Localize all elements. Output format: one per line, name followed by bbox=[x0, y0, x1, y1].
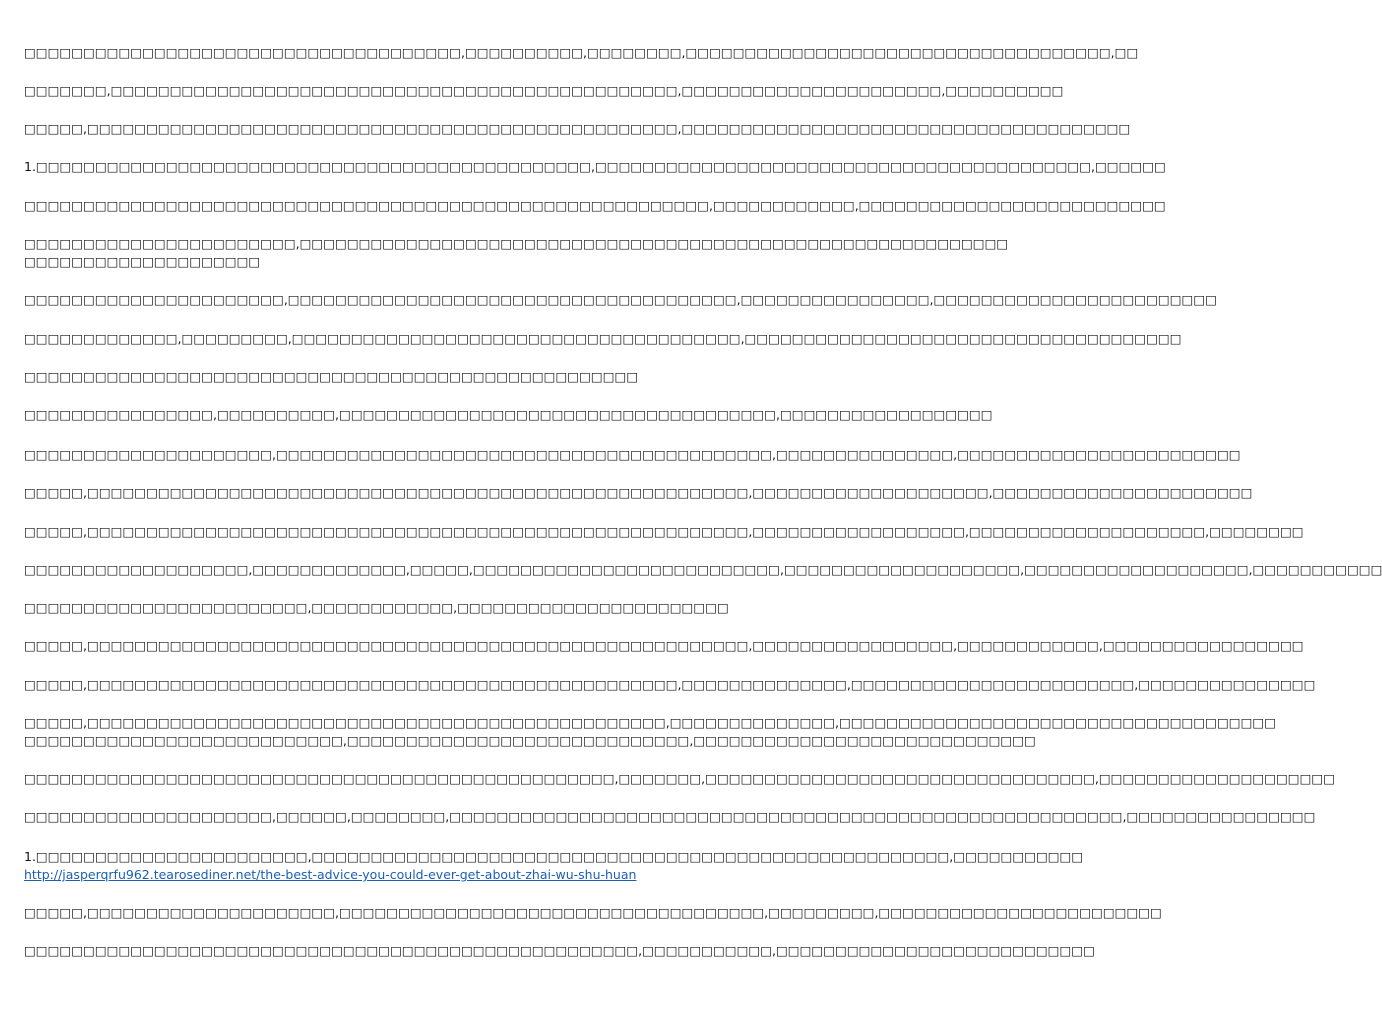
paragraph-line: 1.□□□□□□□□□□□□□□□□□□□□□□□,□□□□□□□□□□□□□□□□□□□□□□□□□□□□□□□□□□□□□□□□□□□□□□□□□□□□□□,□□□□□□□□□□□ bbox=[24, 849, 1084, 864]
paragraph-line: □□□□□,□□□□□□□□□□□□□□□□□□□□□□□□□□□□□□□□□□□□□□□□□□□□□□□□□□□□□□□□,□□□□□□□□□□□□□□□□□□,□□□□□□□□□□□□□□□□□□□□,□□□□□□□□ bbox=[24, 524, 1304, 539]
paragraph-line: □□□□□□□□□□□□□□□□□□□□□□□□□□□□□□□□□□□□□□□□□□□□□□□□□□,□□□□□□□,□□□□□□□□□□□□□□□□□□□□□□□□□□□□□□□□□,□□□□□□□□□□□□□□□□□□□□ bbox=[24, 771, 1336, 786]
paragraph bbox=[24, 714, 1277, 750]
paragraph bbox=[24, 120, 1131, 138]
paragraph bbox=[24, 904, 1162, 922]
paragraph bbox=[24, 770, 1336, 788]
paragraph bbox=[24, 637, 1304, 655]
paragraph-line: □□□□□□□□□□□□□□□□□□□,□□□□□□□□□□□□□,□□□□□,□□□□□□□□□□□□□□□□□□□□□□□□□□,□□□□□□□□□□□□□□□□□□□□,□□□□□□□□□□□□□□□□□□□,□□□□□□□□□□□ bbox=[24, 562, 1382, 577]
paragraph-line: □□□□□□□□□□□□□□□□□□□□□□□□□□□□□□□□□□□□□□□□□□□□□□□□□□□□ bbox=[24, 369, 639, 384]
paragraph bbox=[24, 676, 1316, 694]
paragraph bbox=[24, 808, 1316, 826]
paragraph-line: □□□□□,□□□□□□□□□□□□□□□□□□□□□□□□□□□□□□□□□□□□□□□□□□□□□□□□□□,□□□□□□□□□□□□□□□□□□□□□□□□□□□□□□□□□□□□□□ bbox=[24, 121, 1131, 136]
paragraph-line: □□□□□□□□□□□□□□□□□□□□□□□□,□□□□□□□□□□□□,□□□□□□□□□□□□□□□□□□□□□□□ bbox=[24, 600, 729, 615]
paragraph bbox=[24, 235, 1009, 271]
paragraph-line: □□□□□,□□□□□□□□□□□□□□□□□□□□□□□□□□□□□□□□□□□□□□□□□□□□□□□□□□,□□□□□□□□□□□□□□,□□□□□□□□□□□□□□□□□□□□□□□□,□□□□□□□□□□□□□□□ bbox=[24, 677, 1316, 692]
paragraph-line: □□□□□□□□□□□□□□□□□□□□□□□,□□□□□□□□□□□□□□□□□□□□□□□□□□□□□□□□□□□□□□□□□□□□□□□□□□□□□□□□□□□□ bbox=[24, 236, 1009, 251]
paragraph-line: □□□□□□□□□□□□□□□□□□□□□□□□□□□□□□□□□□□□□□□□□□□□□□□□□□□□,□□□□□□□□□□□,□□□□□□□□□□□□□□□□□□□□□□□□□□□ bbox=[24, 943, 1095, 958]
paragraph bbox=[24, 523, 1304, 541]
paragraph-line: □□□□□□□□□□□□□□□□□□□□ bbox=[24, 254, 261, 269]
paragraph bbox=[24, 446, 1241, 464]
paragraph-line: □□□□□,□□□□□□□□□□□□□□□□□□□□□□□□□□□□□□□□□□□□□□□□□□□□□□□□□,□□□□□□□□□□□□□□,□□□□□□□□□□□□□□□□□□□□□□□□□□□□□□□□□□□□□ bbox=[24, 715, 1277, 730]
paragraph bbox=[24, 368, 696, 386]
paragraph bbox=[24, 197, 1166, 215]
paragraph-line: □□□□□,□□□□□□□□□□□□□□□□□□□□□□□□□□□□□□□□□□□□□□□□□□□□□□□□□□□□□□□□,□□□□□□□□□□□□□□□□□,□□□□□□□□□□□□,□□□□□□□□□□□□□□□□□ bbox=[24, 638, 1304, 653]
paragraph-line: □□□□□,□□□□□□□□□□□□□□□□□□□□□,□□□□□□□□□□□□□□□□□□□□□□□□□□□□□□□□□□□□,□□□□□□□□□,□□□□□□□□□□□□□□□□□□□□□□□□ bbox=[24, 905, 1162, 920]
paragraph bbox=[24, 942, 1095, 960]
paragraph bbox=[24, 158, 1166, 176]
paragraph-line: □□□□□□□□□□□□□□□□□□□□□□□□□□□□□□□□□□□□□,□□□□□□□□□□,□□□□□□□□,□□□□□□□□□□□□□□□□□□□□□□□□□□□□□□□□□□□□,□□ bbox=[24, 45, 1139, 60]
paragraph bbox=[24, 330, 1182, 348]
paragraph bbox=[24, 848, 1084, 884]
paragraph bbox=[24, 484, 1253, 502]
paragraph-line: 1.□□□□□□□□□□□□□□□□□□□□□□□□□□□□□□□□□□□□□□□□□□□□□□□,□□□□□□□□□□□□□□□□□□□□□□□□□□□□□□□□□□□□□□□□□□,□□□□□□ bbox=[24, 159, 1166, 174]
article-link[interactable]: http://jasperqrfu962.tearosediner.net/the-best-advice-you-could-ever-get-about-zhai-wu-shu-huan bbox=[24, 867, 637, 882]
paragraph bbox=[24, 599, 729, 617]
paragraph bbox=[24, 561, 1382, 579]
paragraph-line: □□□□□□□□□□□□□,□□□□□□□□□,□□□□□□□□□□□□□□□□□□□□□□□□□□□□□□□□□□□□□□,□□□□□□□□□□□□□□□□□□□□□□□□□□□□□□□□□□□□□ bbox=[24, 331, 1182, 346]
paragraph-line: □□□□□□□□□□□□□□□□□□□□□□□□□□□,□□□□□□□□□□□□□□□□□□□□□□□□□□□□□,□□□□□□□□□□□□□□□□□□□□□□□□□□□□□ bbox=[24, 733, 1036, 748]
paragraph bbox=[24, 406, 993, 424]
paragraph bbox=[24, 44, 1139, 62]
paragraph-line: □□□□□□□,□□□□□□□□□□□□□□□□□□□□□□□□□□□□□□□□□□□□□□□□□□□□□□□□,□□□□□□□□□□□□□□□□□□□□□□,□□□□□□□□□□ bbox=[24, 83, 1064, 98]
paragraph-line: □□□□□□□□□□□□□□□□□□□□□□□□□□□□□□□□□□□□□□□□□□□□□□□□□□□□□□□□□□,□□□□□□□□□□□□,□□□□□□□□□□□□□□□□□□□□□□□□□□ bbox=[24, 198, 1166, 213]
paragraph-line: □□□□□□□□□□□□□□□□□□□□□,□□□□□□,□□□□□□□□,□□□□□□□□□□□□□□□□□□□□□□□□□□□□□□□□□□□□□□□□□□□□□□□□□□□□□□□□□,□□□□□□□□□□□□□□□□ bbox=[24, 809, 1316, 824]
paragraph bbox=[24, 82, 1064, 100]
paragraph bbox=[24, 291, 1217, 309]
paragraph-line: □□□□□□□□□□□□□□□□,□□□□□□□□□□,□□□□□□□□□□□□□□□□□□□□□□□□□□□□□□□□□□□□□,□□□□□□□□□□□□□□□□□□ bbox=[24, 407, 993, 422]
paragraph-line: □□□□□□□□□□□□□□□□□□□□□,□□□□□□□□□□□□□□□□□□□□□□□□□□□□□□□□□□□□□□□□□□,□□□□□□□□□□□□□□□,□□□□□□□□□□□□□□□□□□□□□□□□ bbox=[24, 447, 1241, 462]
paragraph-line: □□□□□,□□□□□□□□□□□□□□□□□□□□□□□□□□□□□□□□□□□□□□□□□□□□□□□□□□□□□□□□,□□□□□□□□□□□□□□□□□□□□,□□□□□□□□□□□□□□□□□□□□□□ bbox=[24, 485, 1253, 500]
paragraph-line: □□□□□□□□□□□□□□□□□□□□□□,□□□□□□□□□□□□□□□□□□□□□□□□□□□□□□□□□□□□□□,□□□□□□□□□□□□□□□□,□□□□□□□□□□□□□□□□□□□□□□□□ bbox=[24, 292, 1217, 307]
